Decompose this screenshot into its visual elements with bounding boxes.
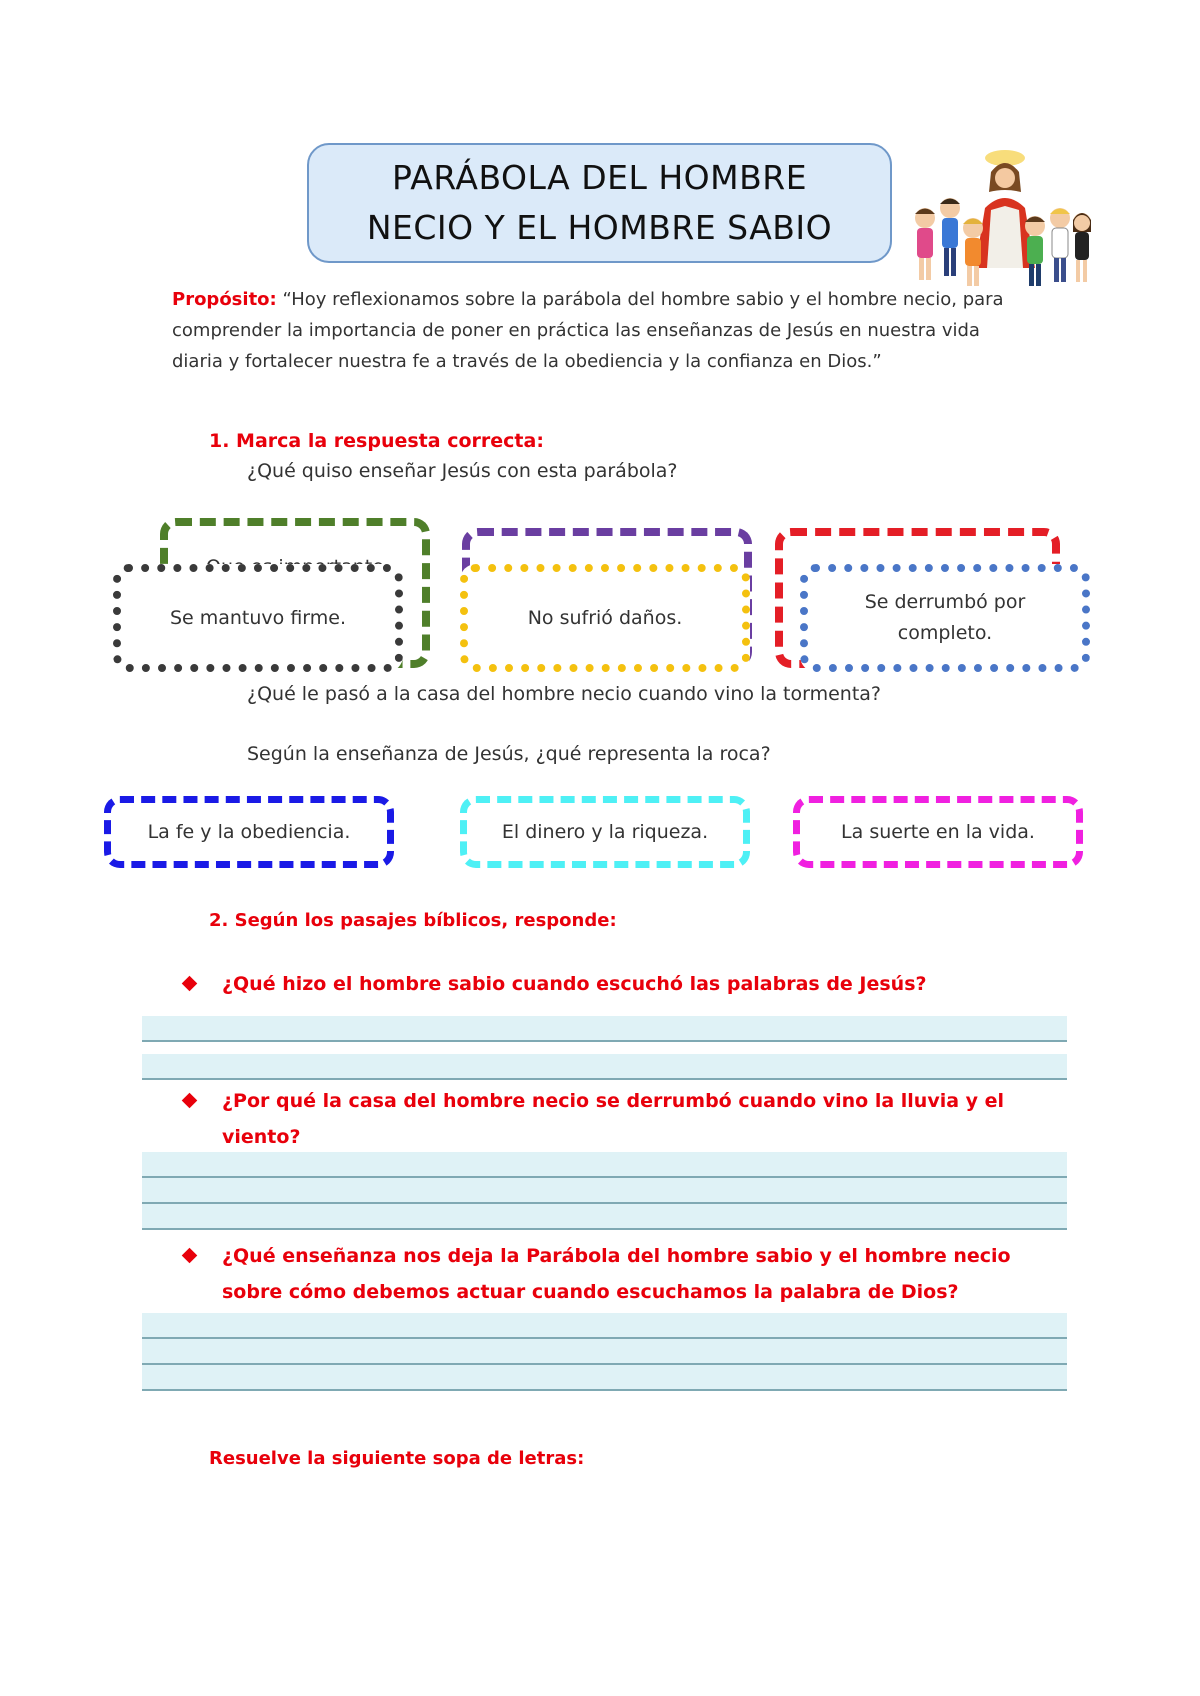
purpose-paragraph [172,284,1012,377]
open-question-1 [186,966,1036,1006]
option-collapsed[interactable] [800,564,1090,672]
option-stood-firm[interactable] [113,564,403,672]
title-line-2: NECIO Y EL HOMBRE SABIO [366,208,833,247]
answer-line[interactable] [142,1365,1067,1391]
open-question-2 [186,1083,1036,1155]
question-a: ¿Qué quiso enseñar Jesús con esta parábola? [247,460,678,482]
option-faith-obedience-label: La fe y la obediencia. [147,820,351,843]
diamond-bullet-icon [182,1093,198,1109]
option-no-damage-label: No sufrió daños. [527,606,683,629]
option-no-damage[interactable] [460,564,750,672]
open-question-1-text: ¿Qué hizo el hombre sabio cuando escuchó las palabras de Jesús? [222,973,927,995]
question-c: Según la enseñanza de Jesús, ¿qué representa la roca? [247,743,771,765]
option-luck[interactable] [793,796,1083,868]
answer-line[interactable] [142,1054,1067,1080]
title-box [307,143,892,263]
section3-heading: Resuelve la siguiente sopa de letras: [209,1448,585,1469]
diamond-bullet-icon [182,1248,198,1264]
answer-line[interactable] [142,1152,1067,1178]
option-faith-obedience[interactable] [104,796,394,868]
answer-line[interactable] [142,1016,1067,1042]
answer-line[interactable] [142,1204,1067,1230]
option-money-wealth[interactable] [460,796,750,868]
option-luck-label: La suerte en la vida. [841,820,1035,843]
answer-line[interactable] [142,1313,1067,1339]
answer-line[interactable] [142,1178,1067,1204]
purpose-label: Propósito: [172,289,277,310]
jesus-with-children-illustration [905,148,1095,298]
page-title [367,153,832,253]
purpose-text: “Hoy reflexionamos sobre la parábola del hombre sabio y el hombre necio, para comprender la importancia de poner en práctica las enseñanzas de Jesús en nuestra vida diaria y fortalecer nuestra fe a través de la obediencia y la confianza en Dios.” [172,289,1004,372]
open-question-3-text: ¿Qué enseñanza nos deja la Parábola del hombre sabio y el hombre necio sobre cómo debemos actuar cuando escuchamos la palabra de Dios? [222,1245,1011,1303]
title-line-1: PARÁBOLA DEL HOMBRE [391,158,808,197]
diamond-bullet-icon [182,976,198,992]
option-stood-firm-label: Se mantuvo firme. [169,606,347,629]
option-money-wealth-label: El dinero y la riqueza. [501,820,709,843]
option-collapsed-label: Se derrumbó por completo. [864,591,1026,644]
question-b: ¿Qué le pasó a la casa del hombre necio cuando vino la tormenta? [247,683,882,705]
open-question-2-text: ¿Por qué la casa del hombre necio se derrumbó cuando vino la lluvia y el viento? [222,1090,1005,1148]
answer-line[interactable] [142,1339,1067,1365]
section1-heading: 1. Marca la respuesta correcta: [209,430,544,452]
section2-heading: 2. Según los pasajes bíblicos, responde: [209,910,617,931]
open-question-3 [186,1238,1036,1310]
